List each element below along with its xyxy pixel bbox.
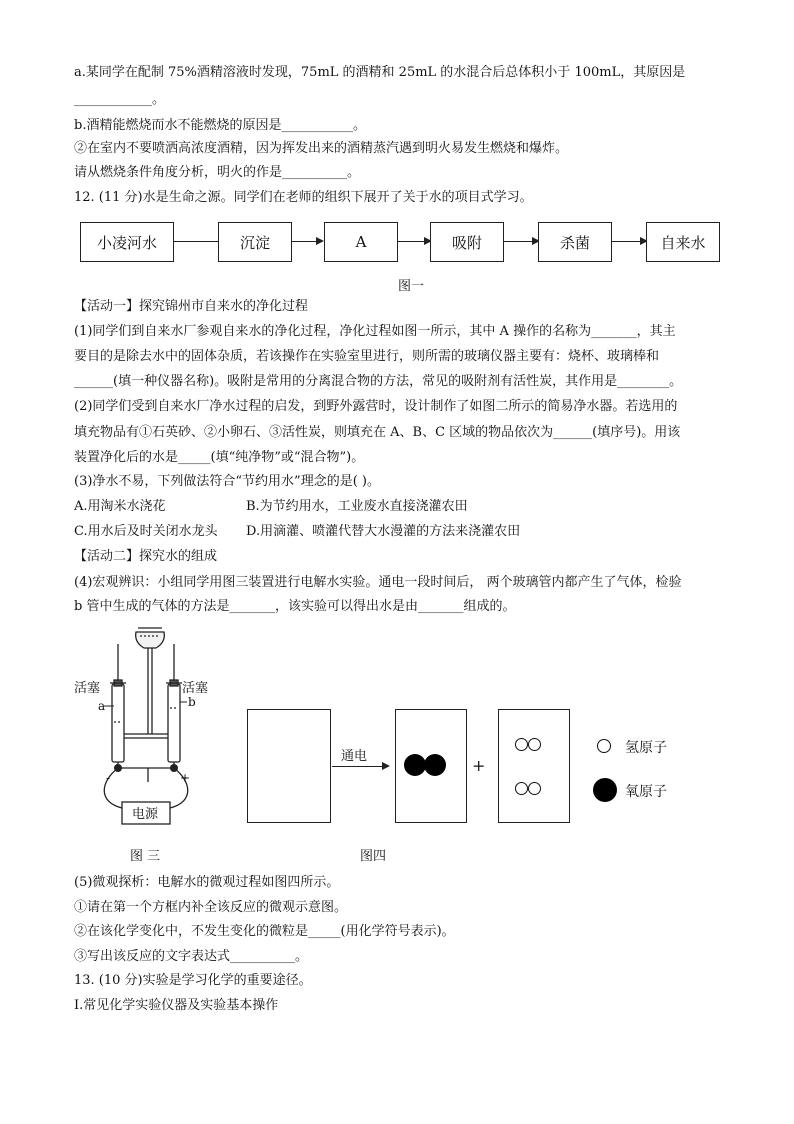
q12-2-line1: (2)同学们受到自来水厂净水过程的启发，到野外露营时，设计制作了如图二所示的简易净水器。若选用的 [74,399,678,414]
q12-title: 12. (11 分)水是生命之源。同学们在老师的组织下展开了关于水的项目式学习。 [74,190,533,205]
hydrogen-atom [528,738,541,751]
figure4-hydrogen-box [498,709,570,823]
figure4-caption: 图四 [360,849,387,864]
oxygen-atom [424,754,446,776]
q12-1-line2: 要目的是除去水中的固体杂质，若该操作在实验室里进行，则所需的玻璃仪器主要有：烧杯、玻璃棒和 [74,349,660,364]
flow-arrow [174,241,224,242]
option-a: A.用淘米水浇花 [74,499,166,514]
legend-hydrogen-icon [597,739,611,753]
left-valve-label: 活塞 [74,681,101,696]
option-c: C.用水后及时关闭水龙头 [74,524,218,539]
flow-step-tapwater: 自来水 [646,222,720,262]
right-valve-label: 活塞 [182,681,209,696]
oxygen-atom [404,754,426,776]
activity1-heading: 【活动一】探究锦州市自来水的净化过程 [74,299,309,314]
q12-2-line2: 填充物品有①石英砂、②小卵石、③活性炭，则填充在 A、B、C 区域的物品依次为______(填序号)。用该 [74,425,681,440]
q11-b-text: b.酒精能燃烧而水不能燃烧的原因是___________。 [74,118,366,133]
tube-b-label: b [188,695,196,709]
figure4-oxygen-box [395,709,467,823]
q12-1-line1: (1)同学们到自来水厂参观自来水的净化过程，净化过程如图一所示，其中 A 操作的名称为_______，其主 [74,324,676,339]
hydrogen-atom [515,738,528,751]
flow-step-sterilize: 杀菌 [538,222,612,262]
q11-a-text: a.某同学在配制 75%酒精溶液时发现，75mL 的酒精和 25mL 的水混合后总体积小于 100mL，其原因是 [74,65,686,80]
power-source-label: 电源 [132,807,159,822]
q11-2-text: ②在室内不要喷洒高浓度酒精，因为挥发出来的酒精蒸汽遇到明火易发生燃烧和爆炸。 [74,141,569,156]
tube-a-label: a [98,699,106,713]
q13-section1: Ⅰ.常见化学实验仪器及实验基本操作 [74,998,279,1013]
q12-2-line3: 装置净化后的水是_____(填“纯净物”或“混合物”)。 [74,450,365,465]
q12-5-text: (5)微观探析：电解水的微观过程如图四所示。 [74,875,340,890]
flow-arrow [292,241,322,242]
figure4-arrow [332,766,388,767]
q12-5-2-text: ②在该化学变化中，不发生变化的微粒是_____(用化学符号表示)。 [74,924,455,939]
option-b: B.为节约用水，工业废水直接浇灌农田 [246,499,468,514]
q12-5-1-text: ①请在第一个方框内补全该反应的微观示意图。 [74,900,348,915]
flow-step-a: A [324,222,398,262]
flow-arrow [504,241,538,242]
figure1-caption: 图一 [398,279,425,294]
legend-oxygen-label: 氧原子 [625,784,667,800]
legend-hydrogen-label: 氢原子 [625,740,667,756]
q11-a-blank: ____________。 [74,92,166,107]
q12-5-3-text: ③写出该反应的文字表达式__________。 [74,949,309,964]
q11-fire-text: 请从燃烧条件角度分析，明火的作是__________。 [74,165,361,180]
hydrogen-atom [528,782,541,795]
figure4-empty-box [247,709,331,823]
q13-title: 13. (10 分)实验是学习化学的重要途径。 [74,973,312,988]
q12-3-text: (3)净水不易，下列做法符合“节约用水”理念的是( )。 [74,474,380,489]
minus-terminal-label: - [106,771,111,785]
flow-step-adsorb: 吸附 [430,222,504,262]
figure4-plus: + [472,756,486,775]
figure3-caption: 图 三 [130,849,161,864]
flow-arrow [612,241,646,242]
activity2-heading: 【活动二】探究水的组成 [74,549,218,564]
legend-oxygen-icon [593,778,617,802]
flow-step-sediment: 沉淀 [218,222,292,262]
option-d: D.用滴灌、喷灌代替大水漫灌的方法来浇灌农田 [246,524,521,539]
flow-arrow [398,241,430,242]
figure4-arrow-label: 通电 [341,749,368,764]
flow-step-river: 小凌河水 [80,222,174,262]
q12-4-line2: b 管中生成的气体的方法是_______，该实验可以得出水是由_______组成的。 [74,599,516,614]
hydrogen-atom [515,782,528,795]
q12-1-line3: ______(填一种仪器名称)。吸附是常用的分离混合物的方法，常见的吸附剂有活性炭，其作用是________。 [74,374,683,389]
figure1-flowchart [80,222,720,262]
figure3-electrolysis-apparatus [70,622,220,832]
plus-terminal-label: + [180,771,191,785]
q12-4-line1: (4)宏观辨识：小组同学用图三装置进行电解水实验。通电一段时间后， 两个玻璃管内都产生了气体，检验 [74,575,682,590]
